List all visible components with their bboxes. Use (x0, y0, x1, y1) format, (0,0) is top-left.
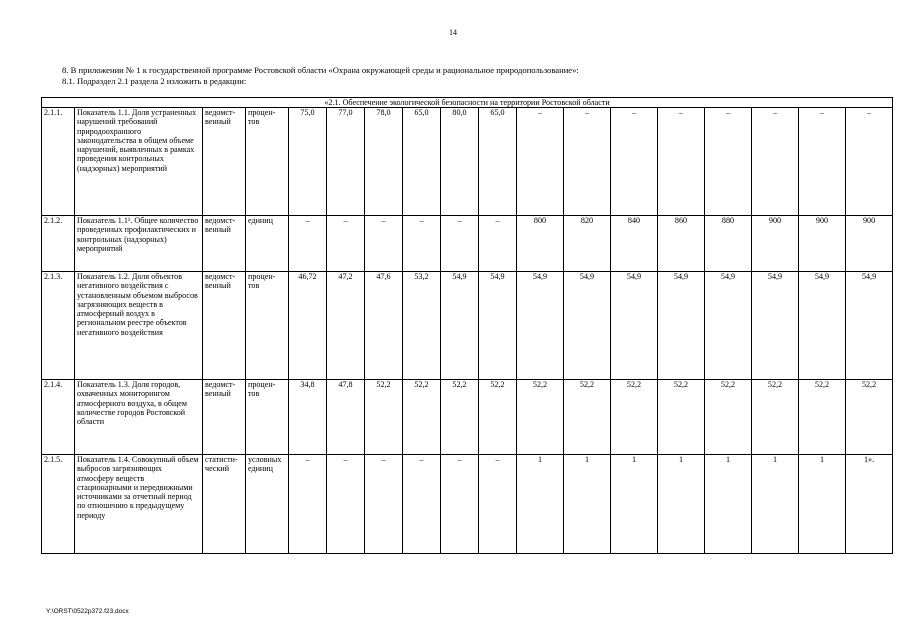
value-cell: 52,2 (611, 380, 658, 455)
value-cell: 52,2 (752, 380, 799, 455)
unit-of-measure: процен-тов (246, 380, 289, 455)
value-cell: 34,8 (289, 380, 327, 455)
value-cell: 1 (611, 455, 658, 554)
value-cell: 46,72 (289, 272, 327, 380)
value-cell: – (441, 455, 479, 554)
value-cell: 52,2 (441, 380, 479, 455)
value-cell: – (365, 216, 403, 272)
value-cell: 52,2 (479, 380, 517, 455)
value-cell: – (799, 108, 846, 216)
unit-of-measure: процен-тов (246, 272, 289, 380)
indicator-type: статисти-ческий (203, 455, 246, 554)
value-cell: 52,2 (658, 380, 705, 455)
value-cell: – (479, 455, 517, 554)
value-cell: 78,0 (365, 108, 403, 216)
value-cell: 1 (658, 455, 705, 554)
value-cell: 1 (517, 455, 564, 554)
row-number: 2.1.4. (42, 380, 75, 455)
value-cell: 54,9 (658, 272, 705, 380)
value-cell: 54,9 (479, 272, 517, 380)
value-cell: 840 (611, 216, 658, 272)
value-cell: – (705, 108, 752, 216)
value-cell: 54,9 (846, 272, 893, 380)
value-cell: 880 (705, 216, 752, 272)
value-cell: 47,8 (327, 380, 365, 455)
value-cell: 900 (846, 216, 893, 272)
indicator-name: Показатель 1.1. Доля устраненных нарушений требований природоохранного законодательства в общем объеме нарушений, выявленных в рамках проведения контрольных (надзорных) мероприятий (75, 108, 203, 216)
value-cell: 80,0 (441, 108, 479, 216)
value-cell: 860 (658, 216, 705, 272)
value-cell: 65,0 (479, 108, 517, 216)
row-number: 2.1.1. (42, 108, 75, 216)
value-cell: 75,0 (289, 108, 327, 216)
value-cell: 54,9 (441, 272, 479, 380)
value-cell: – (289, 216, 327, 272)
value-cell: 1 (705, 455, 752, 554)
table-row (42, 216, 893, 272)
indicator-type: ведомст-венный (203, 272, 246, 380)
value-cell: 54,9 (752, 272, 799, 380)
value-cell: 47,2 (327, 272, 365, 380)
unit-of-measure: единиц (246, 216, 289, 272)
value-cell: – (365, 455, 403, 554)
value-cell: 52,2 (403, 380, 441, 455)
section-title: «2.1. Обеспечение экологической безопасности на территории Ростовской области (42, 98, 893, 108)
intro-line-2: 8.1. Подраздел 2.1 раздела 2 изложить в редакции: (62, 76, 247, 86)
value-cell: 77,0 (327, 108, 365, 216)
value-cell: 52,2 (564, 380, 611, 455)
value-cell: – (611, 108, 658, 216)
value-cell: 65,0 (403, 108, 441, 216)
unit-of-measure: условных единиц (246, 455, 289, 554)
value-cell: 54,9 (799, 272, 846, 380)
indicator-type: ведомст-венный (203, 216, 246, 272)
table-row (42, 108, 893, 216)
value-cell: 53,2 (403, 272, 441, 380)
value-cell: 54,9 (611, 272, 658, 380)
value-cell: – (289, 455, 327, 554)
value-cell: 1 (752, 455, 799, 554)
value-cell: – (403, 216, 441, 272)
value-cell: 52,2 (705, 380, 752, 455)
unit-of-measure: процен-тов (246, 108, 289, 216)
value-cell: 54,9 (705, 272, 752, 380)
value-cell: 52,2 (365, 380, 403, 455)
value-cell: – (517, 108, 564, 216)
indicator-type: ведомст-венный (203, 380, 246, 455)
value-cell: 820 (564, 216, 611, 272)
value-cell: 1». (846, 455, 893, 554)
row-number: 2.1.3. (42, 272, 75, 380)
value-cell: 52,2 (517, 380, 564, 455)
value-cell: 47,6 (365, 272, 403, 380)
value-cell: 54,9 (517, 272, 564, 380)
value-cell: 900 (752, 216, 799, 272)
value-cell: – (846, 108, 893, 216)
table-row (42, 380, 893, 455)
table-row (42, 455, 893, 554)
value-cell: 900 (799, 216, 846, 272)
value-cell: 800 (517, 216, 564, 272)
value-cell: 54,9 (564, 272, 611, 380)
value-cell: – (403, 455, 441, 554)
value-cell: – (479, 216, 517, 272)
indicator-type: ведомст-венный (203, 108, 246, 216)
row-number: 2.1.2. (42, 216, 75, 272)
value-cell: 1 (799, 455, 846, 554)
indicator-name: Показатель 1.3. Доля городов, охваченных мониторингом атмосферного воздуха, в общем количестве городов Ростовской области (75, 380, 203, 455)
table-row (42, 272, 893, 380)
footer-file-path: Y:\ORST\0522p372.f23.docx (46, 608, 129, 615)
value-cell: – (441, 216, 479, 272)
value-cell: – (327, 216, 365, 272)
value-cell: – (327, 455, 365, 554)
value-cell: – (564, 108, 611, 216)
indicators-table (41, 97, 893, 554)
value-cell: 52,2 (799, 380, 846, 455)
value-cell: 52,2 (846, 380, 893, 455)
value-cell: – (658, 108, 705, 216)
intro-line-1: 8. В приложении № 1 к государственной программе Ростовской области «Охрана окружающей среды и рациональное природопользование»: (62, 65, 579, 75)
value-cell: 1 (564, 455, 611, 554)
row-number: 2.1.5. (42, 455, 75, 554)
value-cell: – (752, 108, 799, 216)
indicator-name: Показатель 1.4. Совокупный объем выбросов загрязняющих атмосферу веществ стационарными и передвижными источниками за отчетный период по отношению к предыдущему периоду (75, 455, 203, 554)
indicator-name: Показатель 1.2. Доля объектов негативного воздействия с установленным объемом выбросов загрязняющих веществ в атмосферный воздух в региональном реестре объектов негативного воздействия (75, 272, 203, 380)
indicator-name: Показатель 1.1¹. Общее количество проведенных профилактических и контрольных (надзорных) мероприятий (75, 216, 203, 272)
page-number: 14 (449, 28, 457, 37)
